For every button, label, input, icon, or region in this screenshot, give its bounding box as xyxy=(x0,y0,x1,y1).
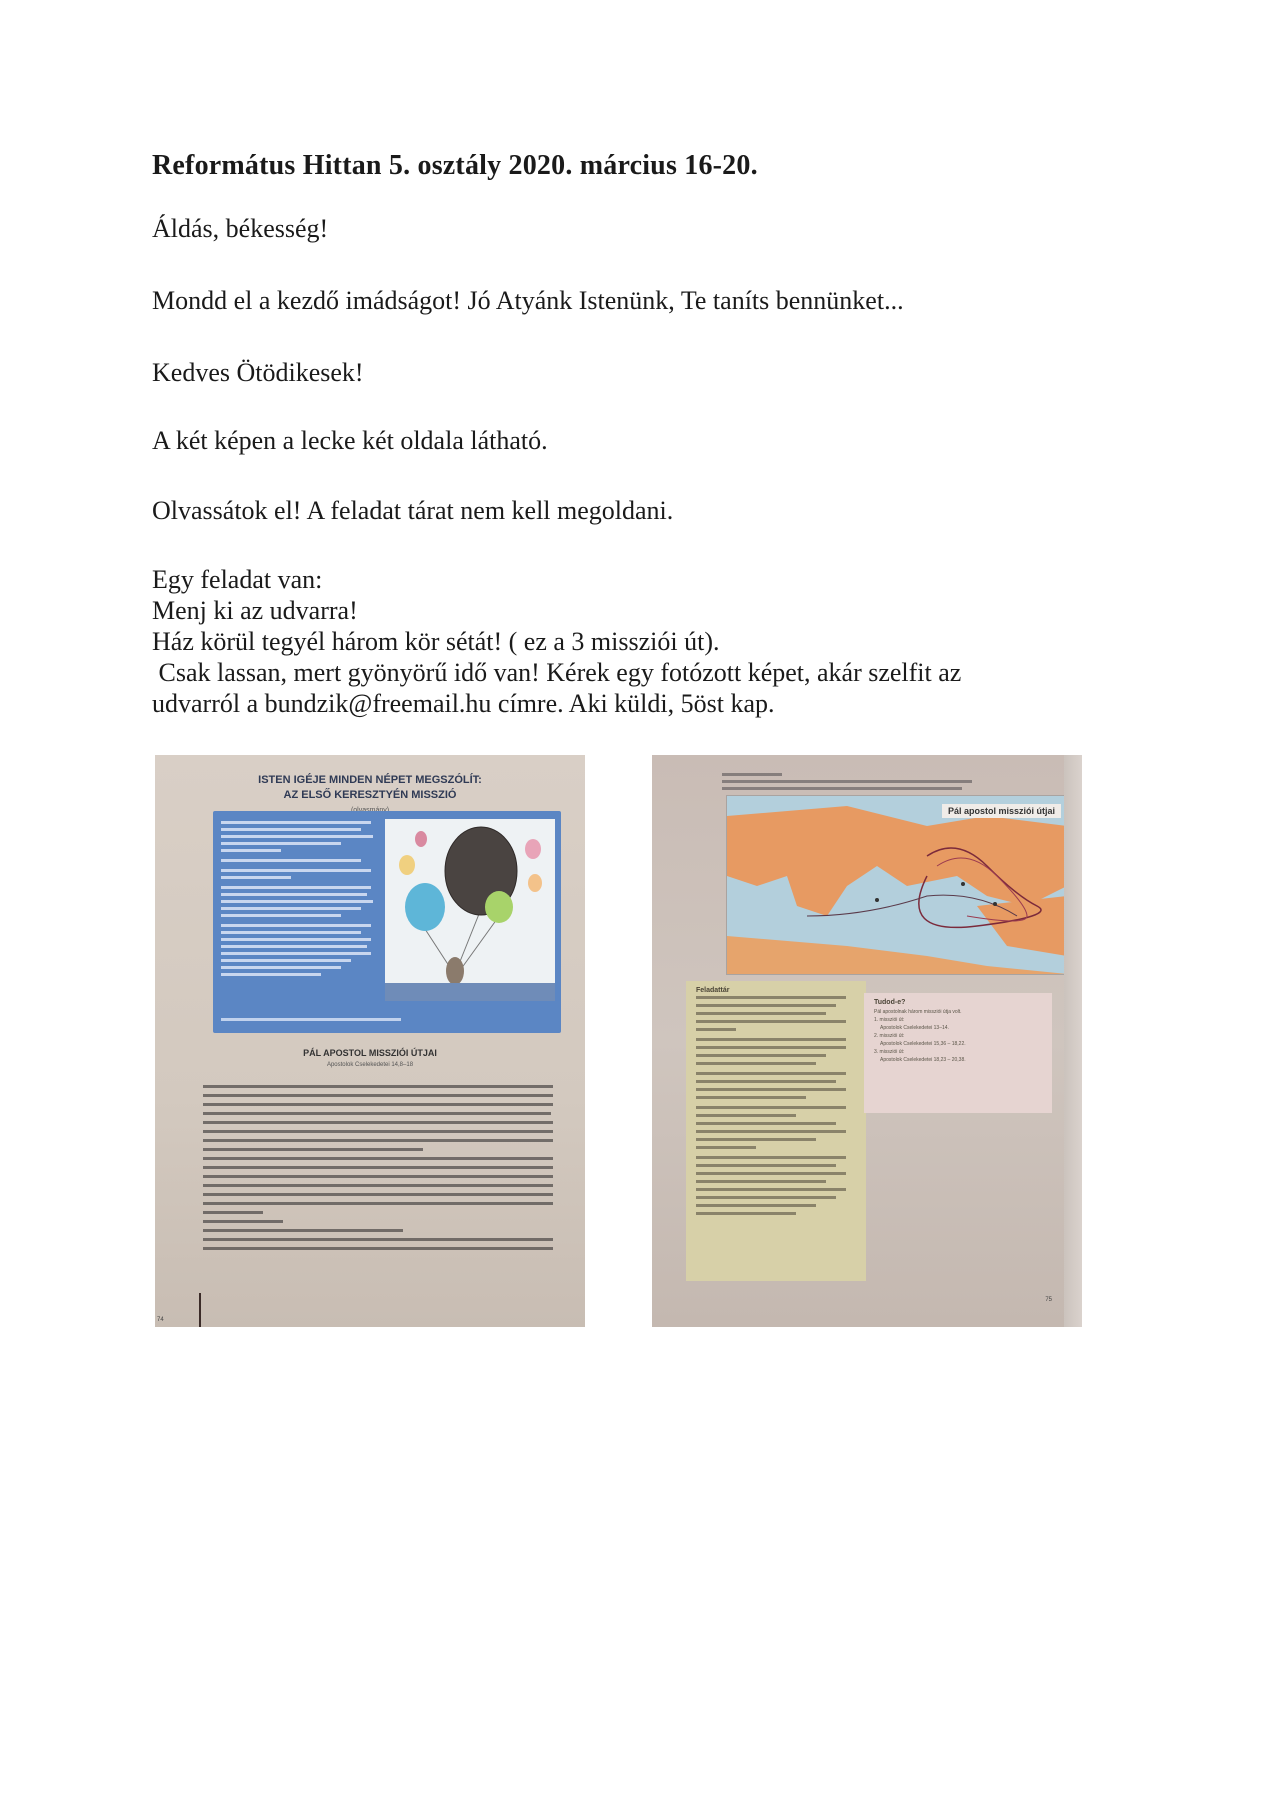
info-line: Pál apostolnak három missziói útja volt. xyxy=(874,1009,962,1015)
task-line: udvarról a bundzik@freemail.hu címre. Aki küldi, 5öst kap. xyxy=(152,689,775,718)
textbook-photo-right xyxy=(652,755,1082,1327)
info-line: Apostolok Cselekedetei 15,36 – 18,22. xyxy=(880,1041,966,1047)
page-edge xyxy=(1064,755,1082,1327)
map-title: Pál apostol missziói útjai xyxy=(942,804,1061,818)
task-panel xyxy=(686,981,866,1281)
document-title: Református Hittan 5. osztály 2020. március 16-20. xyxy=(152,150,758,181)
map-illustration xyxy=(727,796,1067,974)
heading-line: ISTEN IGÉJE MINDEN NÉPET MEGSZÓLÍT: xyxy=(258,774,482,786)
info-line: Apostolok Cselekedetei 18,23 – 20,38. xyxy=(880,1057,966,1063)
blurred-text-lines xyxy=(696,996,856,1266)
mission-map xyxy=(726,795,1068,975)
info-text: A két képen a lecke két oldala látható. xyxy=(152,426,548,455)
section-reference: Apostolok Cselekedetei 14,8–18 xyxy=(326,1062,414,1068)
textbook-photo-left xyxy=(155,755,585,1327)
section-heading xyxy=(195,1047,545,1071)
greeting: Áldás, békesség! xyxy=(152,214,329,243)
panel-title: Tudod-e? xyxy=(874,999,906,1006)
info-panel xyxy=(864,993,1052,1113)
story-text-blur xyxy=(221,821,381,1014)
book-spine xyxy=(199,1293,201,1327)
story-box xyxy=(213,811,561,1033)
instruction-text: Olvassátok el! A feladat tárat nem kell megoldani. xyxy=(152,496,674,525)
task-line: Ház körül tegyél három kör sétát! ( ez a 3 missziói út). xyxy=(152,627,720,656)
task-line: Csak lassan, mert gyönyörű idő van! Kérek egy fotózott képet, akár szelfit az xyxy=(152,658,962,687)
info-line: 2. missziói út: xyxy=(874,1033,905,1039)
balloons-illustration xyxy=(385,819,555,1001)
blurred-paragraph-lines xyxy=(203,1085,559,1285)
panel-text-blur xyxy=(696,996,856,1269)
panel-title: Feladattár xyxy=(696,987,730,994)
task-line: Menj ki az udvarra! xyxy=(152,596,358,625)
address-text: Kedves Ötödikesek! xyxy=(152,358,364,387)
story-footnote-blur xyxy=(221,1018,401,1025)
info-line: 1. missziói út: xyxy=(874,1017,905,1023)
blurred-text-lines xyxy=(221,821,381,1011)
balloons-icon xyxy=(385,819,555,1001)
info-line: Apostolok Cselekedetei 13–14. xyxy=(880,1025,949,1031)
task-line: Egy feladat van: xyxy=(152,565,323,594)
blurred-text-lines xyxy=(722,773,982,795)
prayer-text: Mondd el a kezdő imádságot! Jó Atyánk Istenünk, Te taníts bennünket... xyxy=(152,286,904,315)
page-number: 74 xyxy=(157,1317,164,1323)
page-number: 75 xyxy=(1045,1297,1052,1303)
heading-line: AZ ELSŐ KERESZTYÉN MISSZIÓ xyxy=(283,789,457,801)
section-title: PÁL APOSTOL MISSZIÓI ÚTJAI xyxy=(303,1048,437,1058)
task-block xyxy=(152,564,961,719)
blurred-text-line xyxy=(221,1018,401,1023)
textbook-body-blur xyxy=(203,1085,559,1289)
info-line: 3. missziói út: xyxy=(874,1049,905,1055)
